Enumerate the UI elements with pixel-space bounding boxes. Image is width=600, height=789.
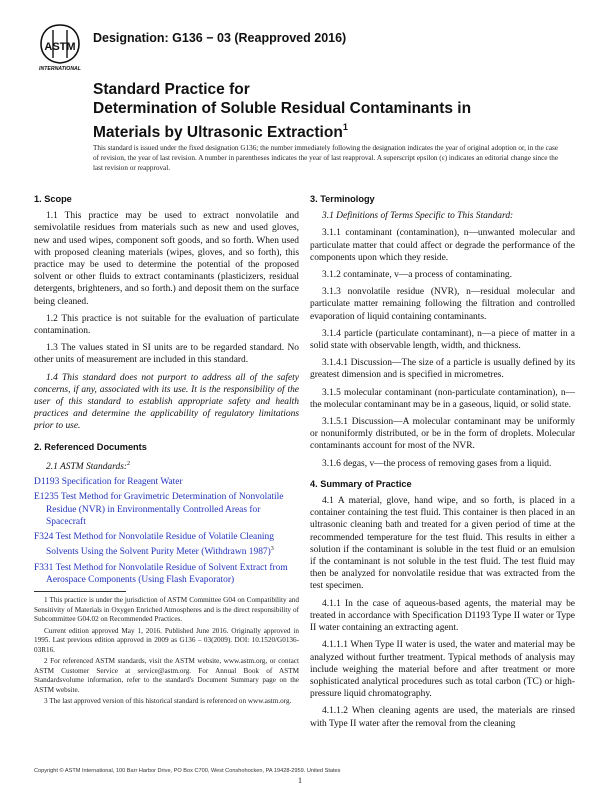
reference-item [34,491,299,528]
paragraph-4-1: 4.1 A material, glove, hand wipe, and so forth, is placed in a container containing the test fluid. This container is then placed in an ultrasonic cleaning bath and treated for a given period of time at the recommended temperature for the test fluid. This results in either a solution if the contaminant is soluble in the test fluid or an emulsion if the contaminant is not soluble in the test fluid. The test fluid may then be analyzed for nonvolatile residue that was extracted from the test specimen. [310,496,575,592]
paragraph-2-1: 2.1 ASTM Standards:$^2$ [46,460,131,472]
reference-code-link[interactable]: F324 [34,532,54,543]
paragraph-3-1-6: 3.1.6 degas, v—the process of removing gases from a liquid. [322,458,552,469]
paragraph-3-1-3: 3.1.3 nonvolatile residue (NVR), n—residual molecular and particulate matter remaining following the filtration and controlled evaporation of liquid containing contaminants. [310,287,575,322]
reference-footnote-mark[interactable]: 3 [270,546,274,553]
designation: Designation: G136 − 03 (Reapproved 2016) [93,31,347,45]
paragraph-1-4: 1.4 This standard does not purport to address all of the safety concerns, if any, associated with its use. It is the responsibility of the user of this standard to establish appropriate safety and health practices and determine the applicability of regulatory limitations prior to use. [34,372,299,432]
reference-title-link[interactable]: Test Method for Nonvolatile Residue of Solvent Extract from Aerospace Components (Using Flash Evaporator) [46,562,288,585]
paragraph-3-1-4-1: 3.1.4.1 Discussion—The size of a particle is usually defined by its greatest dimension and is specified in micrometres. [310,358,575,381]
reference-title-link[interactable]: Test Method for Nonvolatile Residue of Volatile Cleaning Solvents Using the Solvent Purity Meter (Withdrawn 1987) [46,532,274,558]
paragraph-4-1-1: 4.1.1 In the case of aqueous-based agents, the material may be treated in accordance with Specification D1193 Type II water or Type II water containing an extracting agent. [310,598,575,634]
right-column [310,193,575,735]
logo-text: ASTM [44,41,76,53]
reference-code-link[interactable]: F331 [34,562,54,573]
footnotes [34,596,299,709]
section-heading-terminology: 3. Terminology [310,194,375,204]
section-heading-scope: 1. Scope [34,194,72,204]
reference-code-link[interactable]: E1235 [34,492,59,503]
reference-list [34,476,299,586]
title-line-3: Materials by Ultrasonic Extraction [93,124,343,141]
title-line-1: Standard Practice for [93,81,250,98]
footnote-1-edition: Current edition approved May 1, 2016. Published June 2016. Originally approved in 1995. Last previous edition approved in 2009 as G136 – 03(2009). DOI: 10.1520/G0136-03R16. [34,626,299,654]
paragraph-3-1-5: 3.1.5 molecular contaminant (non-particulate contamination), n—the molecular contaminant may be in a gaseous, liquid, or solid state. [310,387,575,410]
reference-title-link[interactable]: Specification for Reagent Water [61,477,183,488]
left-column [34,193,299,589]
reference-title-link[interactable]: Test Method for Gravimetric Determination of Nonvolatile Residue (NVR) in Environmentally Controlled Areas for Spacecraft [46,492,284,527]
footnote-3: 3 The last approved version of this historical standard is referenced on www.astm.org. [44,697,292,705]
paragraph-3-1-1: 3.1.1 contaminant (contamination), n—unwanted molecular and particulate matter that could affect or degrade the performance of the components upon which they reside. [310,228,575,263]
title-line-2: Determination of Soluble Residual Contaminants in [93,100,472,117]
reference-item [34,562,299,586]
reference-item [34,531,299,559]
reference-item [34,476,299,488]
page-number: 1 [298,776,302,785]
document-title [93,80,563,142]
copyright-footer: Copyright © ASTM International, 100 Barr Harbor Drive, PO Box C700, West Conshohocken, PA 19428-2959. United States [34,768,341,774]
footnote-1: 1 This practice is under the jurisdiction of ASTM Committee G04 on Compatibility and Sensitivity of Materials in Oxygen Enriched Atmospheres and is the direct responsibility of Subcommittee G04.02 on Recommended Practices. [34,596,299,623]
paragraph-3-1-5-1: 3.1.5.1 Discussion—A molecular contaminant may be uniformly or nonuniformly distributed, or be in the form of droplets. Molecular contaminants account for most of the NVR. [310,417,575,452]
paragraph-3-1: 3.1 Definitions of Terms Specific to This Standard: [322,211,514,222]
paragraph-1-1: 1.1 This practice may be used to extract nonvolatile and semivolatile residues from materials such as new and used gloves, new and used wipes, component soft goods, and so forth. When used with proposed cleaning materials (wipes, gloves, and so forth), this practice may be used to determine the potential of the proposed solvent or other fluids to extract contaminants (plasticizers, residual detergents, brighteners, and so forth.) and deposit them on the surface being cleaned. [34,211,299,307]
paragraph-1-2: 1.2 This practice is not suitable for the evaluation of particulate contamination. [34,313,299,337]
section-heading-referenced-documents: 2. Referenced Documents [34,441,147,452]
logo-subtext: INTERNATIONAL [39,66,81,72]
paragraph-4-1-1-1: 4.1.1.1 When Type II water is used, the water and material may be analyzed without further treatment. Typical methods of analysis may include weighing the material before and after treatment or more sophisticated analytical procedures such as total carbon (TC) or high-pressure liquid chromatography. [310,640,575,700]
paragraph-3-1-4: 3.1.4 particle (particulate contaminant), n—a piece of matter in a solid state with observable length, width, and thickness. [310,328,575,352]
title-footnote-mark[interactable]: 1 [342,122,348,132]
issuance-note: This standard is issued under the fixed designation G136; the number immediately following the designation indicates the year of original adoption or, in the case of revision, the year of last revision. A number in parentheses indicates the year of last reapproval. A superscript epsilon (ε) indicates an editorial change since the last revision or reapproval. [93,144,559,173]
paragraph-1-3: 1.3 The values stated in SI units are to be regarded standard. No other units of measurement are included in this standard. [34,343,299,366]
footnote-2: 2 For referenced ASTM standards, visit the ASTM website, www.astm.org, or contact ASTM Customer Service at service@astm.org. For Annual Book of ASTM Standardsvolume information, refer to the standard's Document Summary page on the ASTM website. [34,657,299,694]
footnote-divider [34,591,126,592]
paragraph-4-1-1-2: 4.1.1.2 When cleaning agents are used, the materials are rinsed with Type II water after the removal from the cleaning [310,706,575,729]
astm-logo-icon [33,22,87,72]
reference-code-link[interactable]: D1193 [34,477,60,488]
paragraph-3-1-2: 3.1.2 contaminate, v—a process of contaminating. [322,270,513,281]
section-heading-summary: 4. Summary of Practice [310,478,412,489]
